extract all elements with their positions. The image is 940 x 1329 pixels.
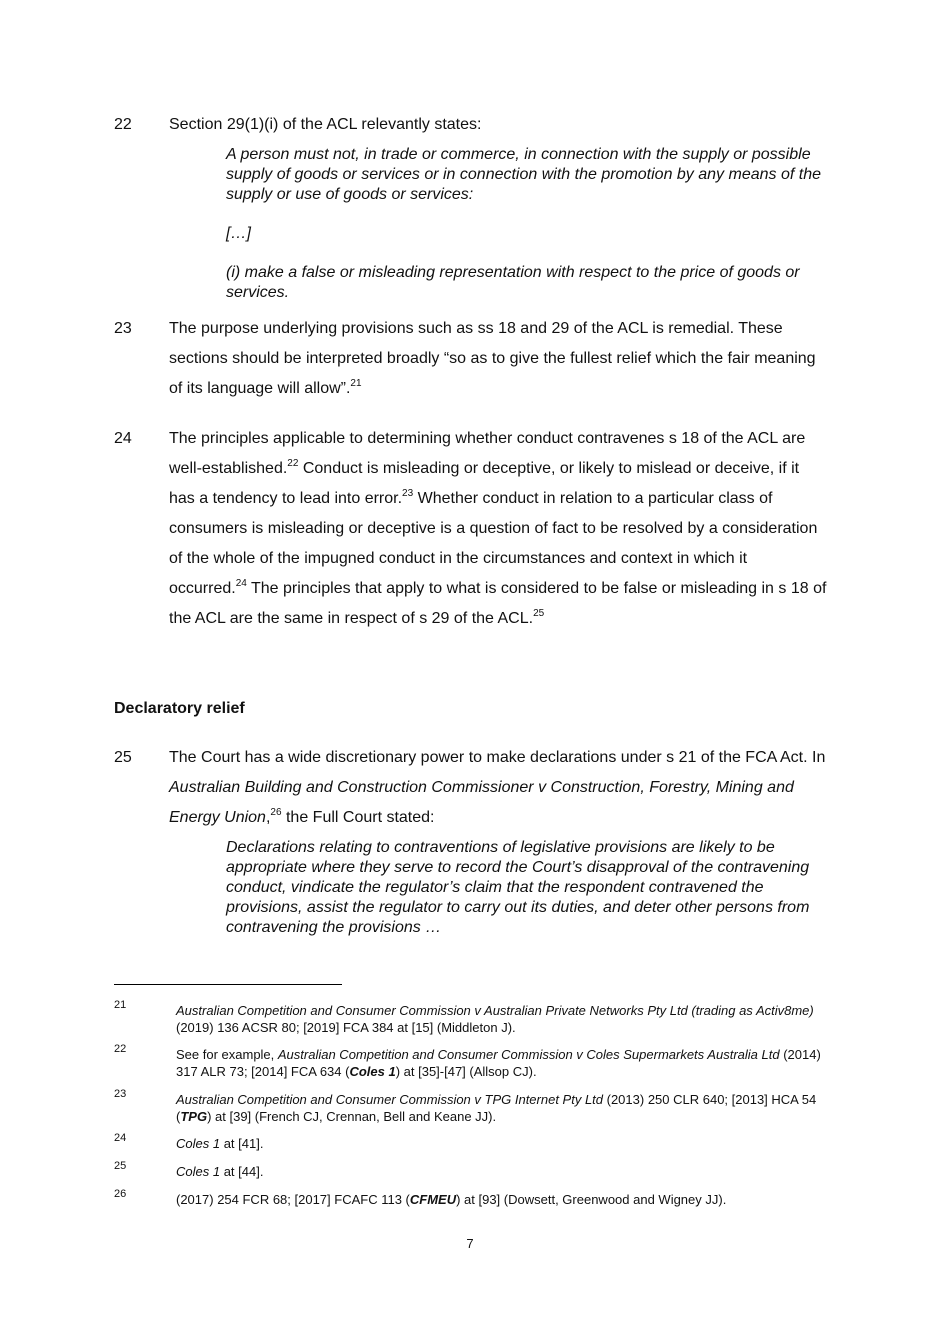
footnote-text: at [41]. <box>220 1136 264 1151</box>
footnote-ref[interactable]: 24 <box>235 577 247 589</box>
footnote-text: at [44]. <box>220 1164 264 1179</box>
footnote-number: 22 <box>114 1043 127 1055</box>
footnote-number: 24 <box>114 1132 127 1144</box>
quote-29-1-i-item: (i) make a false or misleading representation with respect to the price of goods or services. <box>226 264 800 301</box>
footnote-case: Coles 1 <box>176 1164 221 1179</box>
footnote-text: ) at [35]-[47] (Allsop CJ). <box>395 1064 537 1079</box>
paragraph-24-text: Conduct is misleading or deceptive, or likely to mislead or deceive, if it has a tendency to lead into error. <box>169 460 800 507</box>
paragraph-number: 25 <box>114 749 132 766</box>
footnote-short-name: TPG <box>180 1109 208 1124</box>
footnote-ref[interactable]: 26 <box>270 806 282 818</box>
paragraph-24 <box>169 424 829 634</box>
paragraph-22-intro: Section 29(1)(i) of the ACL relevantly states: <box>169 116 482 133</box>
footnote-case: Australian Competition and Consumer Commission v TPG Internet Pty Ltd <box>176 1092 604 1107</box>
quote-full-court: Declarations relating to contraventions of legislative provisions are likely to be appropriate where they serve to record the Court’s disapproval of the contravening conduct, vindicate the regulator’s claim that the respondent contravened the provisions, assist the regulator to carry out its duties, and deter other persons from contravening the provisions … <box>226 839 810 936</box>
footnote-number: 26 <box>114 1188 127 1200</box>
footnote-21 <box>176 1002 826 1036</box>
footnote-text: See for example, <box>176 1047 278 1062</box>
footnote-25 <box>176 1163 826 1180</box>
footnote-case: Australian Competition and Consumer Commission v Australian Private Networks Pty Ltd (trading as Activ8me) <box>176 1003 814 1018</box>
paragraph-24-text: The principles that apply to what is considered to be false or misleading in s 18 of the ACL are the same in respect of s 29 of the ACL. <box>169 580 827 627</box>
footnote-number: 21 <box>114 999 127 1011</box>
footnote-ref[interactable]: 25 <box>533 607 545 619</box>
footnote-number: 25 <box>114 1160 127 1172</box>
footnote-text: ) at [39] (French CJ, Crennan, Bell and Keane JJ). <box>207 1109 497 1124</box>
paragraph-number: 24 <box>114 430 132 447</box>
footnote-text: (2014) 317 ALR 73; [2014] FCA 634 ( <box>176 1047 821 1079</box>
paragraph-25-text: , <box>265 809 271 826</box>
paragraph-25-text: The Court has a wide discretionary power to make declarations under s 21 of the FCA Act. In <box>169 749 826 766</box>
footnote-short-name: Coles 1 <box>349 1064 396 1079</box>
footnote-text: (2019) 136 ACSR 80; [2019] FCA 384 at [15] (Middleton J). <box>176 1020 516 1035</box>
footnote-22 <box>176 1046 826 1080</box>
footnote-ref[interactable]: 22 <box>287 457 299 469</box>
footnote-number: 23 <box>114 1088 127 1100</box>
paragraph-23 <box>169 314 829 404</box>
paragraph-24-text: Whether conduct in relation to a particular class of consumers is misleading or deceptive is a question of fact to be resolved by a consideration of the whole of the impugned conduct in the circumstances and context in which it occurred. <box>169 490 818 597</box>
footnote-23 <box>176 1091 826 1125</box>
paragraph-23-text: The purpose underlying provisions such as ss 18 and 29 of the ACL is remedial. These sections should be interpreted broadly “so as to give the fullest relief which the fair meaning of its language will allow”. <box>169 320 816 397</box>
paragraph-25 <box>169 743 829 833</box>
paragraph-25-text: the Full Court stated: <box>281 809 435 826</box>
section-heading: Declaratory relief <box>114 700 245 717</box>
footnote-ref[interactable]: 21 <box>350 377 362 389</box>
case-name: Australian Building and Construction Commissioner v Construction, Forestry, Mining and Energy Union <box>169 779 794 826</box>
footnote-text: (2013) 250 CLR 640; [2013] HCA 54 ( <box>176 1092 817 1124</box>
page-number: 7 <box>466 1236 474 1251</box>
quote-ellipsis: […] <box>226 225 251 242</box>
paragraph-number: 23 <box>114 320 132 337</box>
footnote-24 <box>176 1135 826 1152</box>
footnote-separator <box>114 984 342 985</box>
footnote-ref[interactable]: 23 <box>402 487 414 499</box>
paragraph-24-text: The principles applicable to determining whether conduct contravenes s 18 of the ACL are well-established. <box>169 430 806 477</box>
footnote-case: Australian Competition and Consumer Commission v Coles Supermarkets Australia Ltd <box>277 1047 780 1062</box>
footnote-text: (2017) 254 FCR 68; [2017] FCAFC 113 ( <box>176 1192 410 1207</box>
footnote-case: Coles 1 <box>176 1136 221 1151</box>
paragraph-number: 22 <box>114 116 132 133</box>
quote-29-1-i-preamble: A person must not, in trade or commerce, in connection with the supply or possible supply of goods or services or in connection with the promotion by any means of the supply or use of goods or services: <box>226 146 821 203</box>
footnote-26 <box>176 1191 826 1208</box>
footnote-text: ) at [93] (Dowsett, Greenwood and Wigney JJ). <box>456 1192 727 1207</box>
footnote-short-name: CFMEU <box>409 1192 457 1207</box>
